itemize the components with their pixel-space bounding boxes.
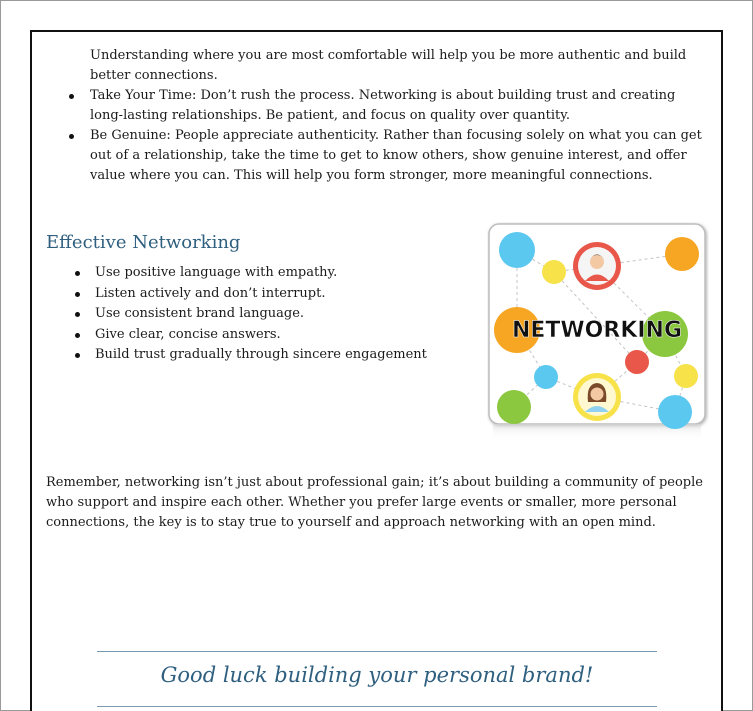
node-circle	[674, 364, 698, 388]
intro-paragraph: Understanding where you are most comfortable will help you be more authentic and build better connections.	[90, 48, 687, 83]
list-item: Build trust gradually through sincere engagement	[95, 345, 475, 366]
node-circle	[665, 237, 699, 271]
person-avatar-man-icon	[573, 242, 621, 290]
divider-bottom	[97, 706, 657, 707]
networking-word: NETWORKING	[511, 318, 683, 343]
closing-paragraph: Remember, networking isn’t just about professional gain; it’s about building a community of people who support and inspire each other. Whether you prefer large events or smaller, more personal connections, the key is to stay true to yourself and approach networking with an open mind.	[46, 475, 703, 530]
closing-message: Good luck building your personal brand!	[160, 663, 594, 687]
list-item-take-your-time: Take Your Time: Don’t rush the process. Networking is about building trust and creating long-lasting relationships. Be patient, and focus on quality over quantity.	[90, 86, 710, 126]
node-circle	[497, 390, 531, 424]
person-avatar-woman-icon	[573, 373, 621, 421]
list-item-be-genuine: Be Genuine: People appreciate authenticity. Rather than focusing solely on what you can get out of a relationship, take the time to get to know others, show genuine interest, and offer value where you can. This will help you form stronger, more meaningful connections.	[90, 126, 710, 186]
node-circle	[499, 232, 535, 268]
list-item: Give clear, concise answers.	[95, 325, 475, 346]
node-circle	[542, 260, 566, 284]
networking-illustration	[487, 222, 709, 440]
node-circle	[625, 350, 649, 374]
effective-networking-list	[95, 263, 475, 366]
tips-list	[90, 86, 710, 186]
list-item: Use consistent brand language.	[95, 304, 475, 325]
section-heading-effective-networking: Effective Networking	[46, 232, 241, 253]
list-item: Listen actively and don’t interrupt.	[95, 284, 475, 305]
document-page	[30, 30, 723, 711]
node-circle	[658, 395, 692, 429]
list-item: Use positive language with empathy.	[95, 263, 475, 284]
divider-top	[97, 651, 657, 652]
node-circle	[534, 365, 558, 389]
